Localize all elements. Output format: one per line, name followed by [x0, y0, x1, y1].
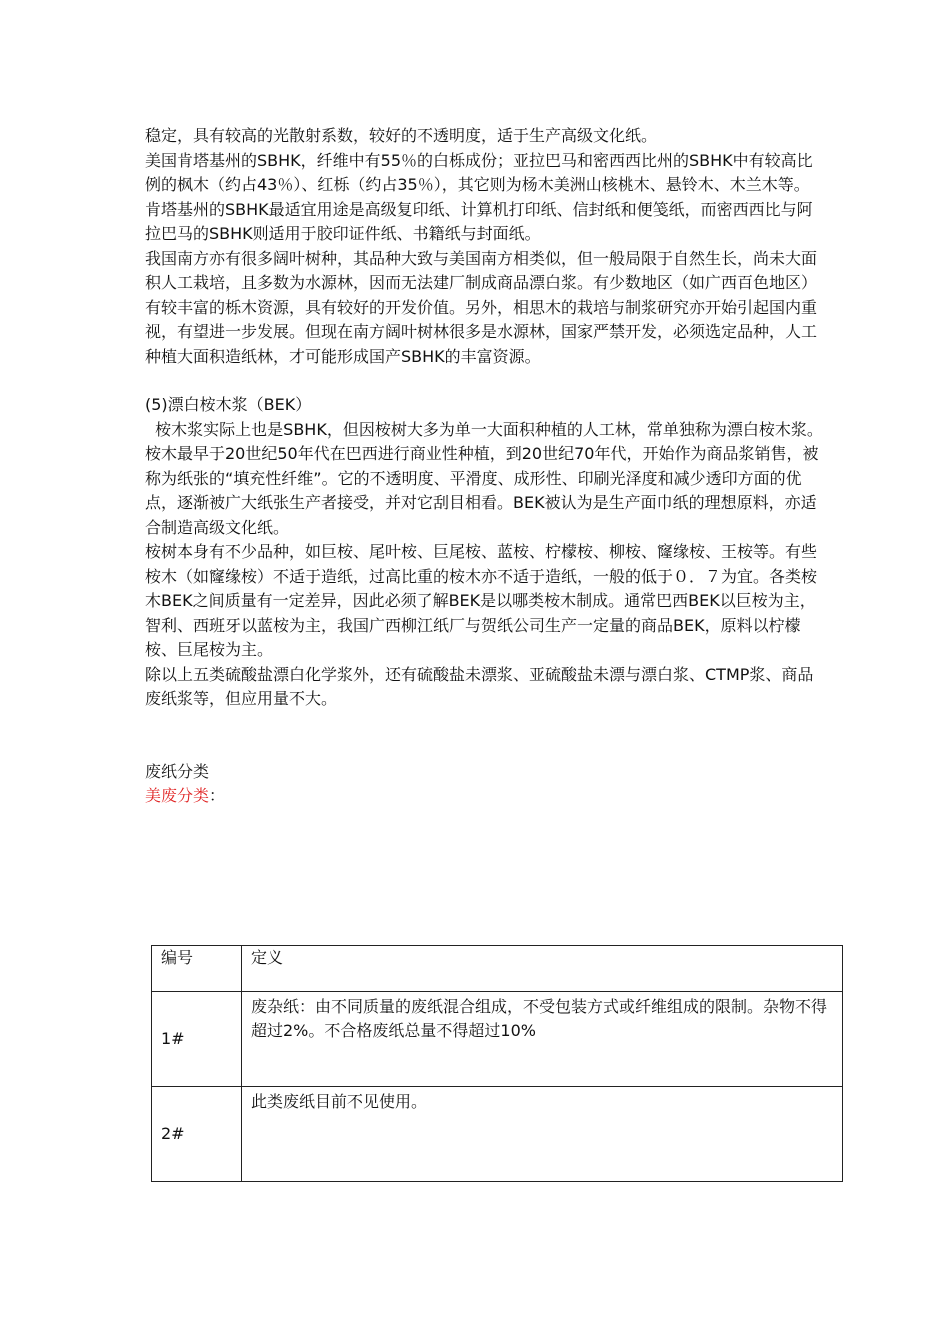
- row-num: 2#: [152, 1087, 242, 1182]
- section-heading: (5)漂白桉木浆（BEK）: [145, 395, 312, 414]
- row-def: 废杂纸：由不同质量的废纸混合组成，不受包装方式或纤维组成的限制。杂物不得超过2%。不合格废纸总量不得超过10%: [242, 992, 843, 1087]
- table-row: [152, 1087, 843, 1182]
- header-num: 编号: [161, 948, 194, 967]
- paragraph: 美国肯塔基州的SBHK，纤维中有55％的白栎成份；亚拉巴马和密西西比州的SBHK中有较高比例的枫木（约占43％）、红栎（约占35％），其它则为杨木美洲山核桃木、悬铃木、木兰木等。肯塔基州的SBHK最适宜用途是高级复印纸、计算机打印纸、信封纸和便笺纸，而密西西比与阿拉巴马的SBHK则适用于胶印证件纸、书籍纸与封面纸。: [145, 150, 813, 243]
- paragraph: 桉树本身有不少品种，如巨桉、尾叶桉、巨尾桉、蓝桉、柠檬桉、柳桉、窿缘桉、王桉等。有些桉木（如窿缘桉）不适于造纸，过高比重的桉木亦不适于造纸，一般的低于０．７为宜。各类桉木BEK之间质量有一定差异，因此必须了解BEK是以哪类桉木制成。通常巴西BEK以巨桉为主，智利、西班牙以蓝桉为主，我国广西柳江纸厂与贺纸公司生产一定量的商品BEK，原料以柠檬桉、巨尾桉为主。: [145, 542, 818, 659]
- waste-subtitle-red: 美废分类: [145, 786, 210, 805]
- header-def-cell: [242, 946, 843, 992]
- paragraph: 桉木浆实际上也是SBHK，但因桉树大多为单一大面积种植的人工林，常单独称为漂白桉木浆。桉木最早于20世纪50年代在巴西进行商业性种植，到20世纪70年代，开始作为商品浆销售，被称为纸张的“填充性纤维”。它的不透明度、平滑度、成形性、印刷光泽度和减少透印方面的优点，逐渐被广大纸张生产者接受，并对它刮目相看。BEK被认为是生产面巾纸的理想原料，亦适合制造高级文化纸。: [145, 419, 823, 537]
- waste-classification-table: [151, 945, 843, 1182]
- paragraph: 稳定，具有较高的光散射系数，较好的不透明度，适于生产高级文化纸。: [145, 126, 658, 145]
- waste-title: 废纸分类: [145, 761, 210, 781]
- spacer: [145, 369, 825, 393]
- header-num-cell: [152, 946, 242, 992]
- header-def: 定义: [251, 948, 284, 967]
- table-row: [152, 992, 843, 1087]
- row-num: 1#: [152, 992, 242, 1087]
- spacer: [145, 712, 825, 760]
- document-body: [145, 124, 825, 809]
- paragraph: 除以上五类硫酸盐漂白化学浆外，还有硫酸盐未漂浆、亚硫酸盐未漂与漂白浆、CTMP浆、商品废纸浆等，但应用量不大。: [145, 664, 814, 708]
- row-def: 此类废纸目前不见使用。: [242, 1087, 843, 1182]
- paragraph: 我国南方亦有很多阔叶树种，其品种大致与美国南方相类似，但一般局限于自然生长，尚未大面积人工栽培，且多数为水源林，因而无法建厂制成商品漂白浆。有少数地区（如广西百色地区）有较丰富的栎木资源，具有较好的开发价值。另外，相思木的栽培与制浆研究亦开始引起国内重视，有望进一步发展。但现在南方阔叶树林很多是水源林，国家严禁开发，必须选定品种，人工种植大面积造纸林，才可能形成国产SBHK的丰富资源。: [145, 248, 818, 366]
- waste-subtitle: [145, 784, 825, 809]
- waste-subtitle-colon: ：: [209, 786, 226, 805]
- table-header-row: [152, 946, 843, 992]
